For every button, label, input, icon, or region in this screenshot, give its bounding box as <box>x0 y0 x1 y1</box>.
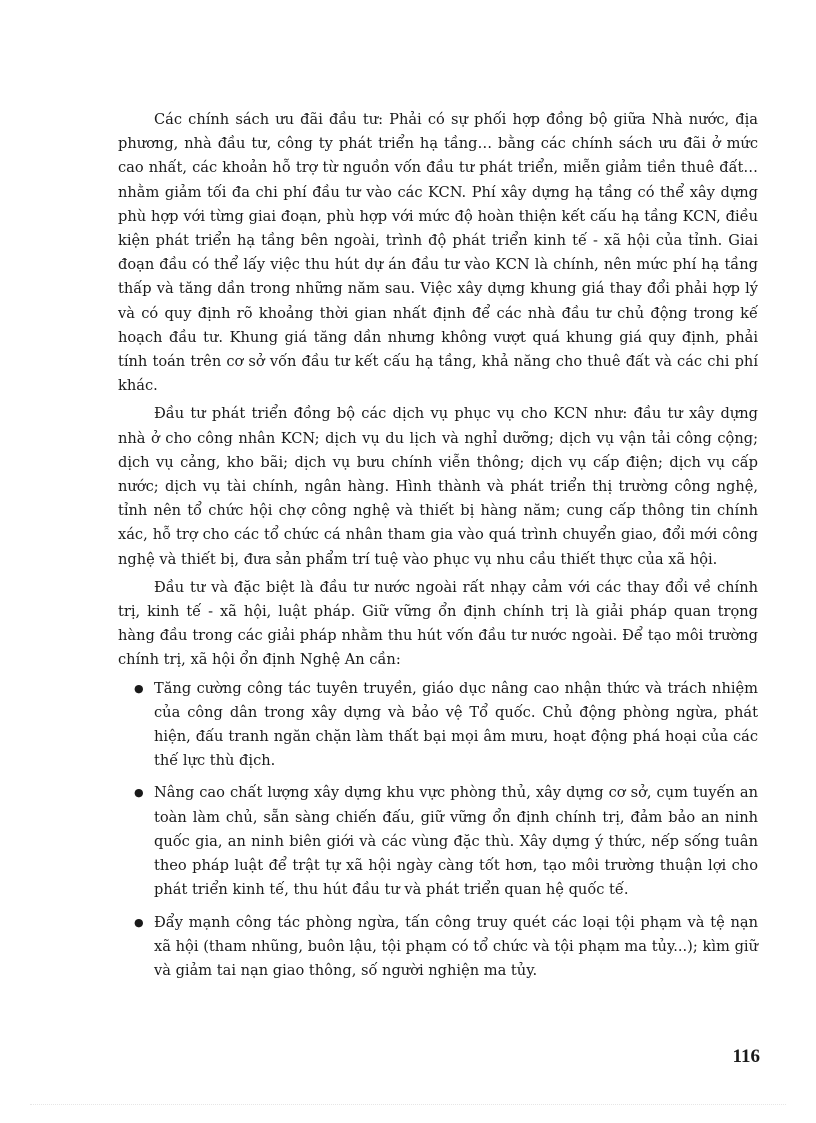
list-item-text: Nâng cao chất lượng xây dựng khu vực phòng thủ, xây dựng cơ sở, cụm tuyến an toàn làm chủ, sẵn sàng chiến đấu, giữ vững ổn định chính trị, đảm bảo an ninh quốc gia, an ninh biên giới và các vùng đặc thù. Xây dựng ý thức, nếp sống tuân theo pháp luật để trật tự xã hội ngày càng tốt hơn, tạo môi trường thuận lợi cho phát triển kinh tế, thu hút đầu tư và phát triển quan hệ quốc tế. <box>154 784 758 899</box>
body-text <box>118 108 758 991</box>
bullet-icon: ● <box>134 681 144 695</box>
list-item <box>118 677 758 774</box>
paragraph-investment-incentives: Các chính sách ưu đãi đầu tư: Phải có sự phối hợp đồng bộ giữa Nhà nước, địa phương, nhà đầu tư, công ty phát triển hạ tầng… bằng các chính sách ưu đãi ở mức cao nhất, các khoản hỗ trợ từ nguồn vốn đầu tư phát triển, miễn giảm tiền thuê đất… nhằm giảm tối đa chi phí đầu tư vào các KCN. Phí xây dựng hạ tầng có thể xây dựng phù hợp với từng giai đoạn, phù hợp với mức độ hoàn thiện kết cấu hạ tầng KCN, điều kiện phát triển hạ tầng bên ngoài, trình độ phát triển kinh tế - xã hội của tỉnh. Giai đoạn đầu có thể lấy việc thu hút dự án đầu tư vào KCN là chính, nên mức phí hạ tầng thấp và tăng dần trong những năm sau. Việc xây dựng khung giá thay đổi phải hợp lý và có quy định rõ khoảng thời gian nhất định để các nhà đầu tư chủ động trong kế hoạch đầu tư. Khung giá tăng dần nhưng không vượt quá khung giá quy định, phải tính toán trên cơ sở vốn đầu tư kết cấu hạ tầng, khả năng cho thuê đất và các chi phí khác. <box>118 111 758 395</box>
bullet-icon: ● <box>134 786 144 800</box>
bullet-icon: ● <box>134 915 144 929</box>
paragraph-political-stability: Đầu tư và đặc biệt là đầu tư nước ngoài rất nhạy cảm với các thay đổi về chính trị, kinh tế - xã hội, luật pháp. Giữ vững ổn định chính trị là giải pháp quan trọng hàng đầu trong các giải pháp nhằm thu hút vốn đầu tư nước ngoài. Để tạo môi trường chính trị, xã hội ổn định Nghệ An cần: <box>118 578 758 669</box>
list-item-text: Đẩy mạnh công tác phòng ngừa, tấn công truy quét các loại tội phạm và tệ nạn xã hội (tham nhũng, buôn lậu, tội phạm có tổ chức và tội phạm ma tủy...); kìm giữ và giảm tai nạn giao thông, số người nghiện ma tủy. <box>154 913 758 979</box>
bullet-list <box>118 677 758 983</box>
list-item <box>118 911 758 984</box>
list-item-text: Tăng cường công tác tuyên truyền, giáo dục nâng cao nhận thức và trách nhiệm của công dân trong xây dựng và bảo vệ Tổ quốc. Chủ động phòng ngừa, phát hiện, đấu tranh ngăn chặn làm thất bại mọi âm mưu, hoạt động phá hoại của các thế lực thù địch. <box>154 679 758 770</box>
page-number: 116 <box>732 1046 760 1067</box>
paragraph-services-development: Đầu tư phát triển đồng bộ các dịch vụ phục vụ cho KCN như: đầu tư xây dựng nhà ở cho công nhân KCN; dịch vụ du lịch và nghỉ dưỡng; dịch vụ vận tải công cộng; dịch vụ cảng, kho bãi; dịch vụ bưu chính viễn thông; dịch vụ cấp điện; dịch vụ cấp nước; dịch vụ tài chính, ngân hàng. Hình thành và phát triển thị trường công nghệ, tỉnh nên tổ chức hội chợ công nghệ và thiết bị hàng năm; cung cấp thông tin chính xác, hỗ trợ cho các tổ chức cá nhân tham gia vào quá trình chuyển giao, đổi mới công nghệ và thiết bị, đưa sản phẩm trí tuệ vào phục vụ nhu cầu thiết thực của xã hội. <box>118 405 758 568</box>
page-bottom-divider <box>30 1104 786 1105</box>
list-item <box>118 781 758 902</box>
